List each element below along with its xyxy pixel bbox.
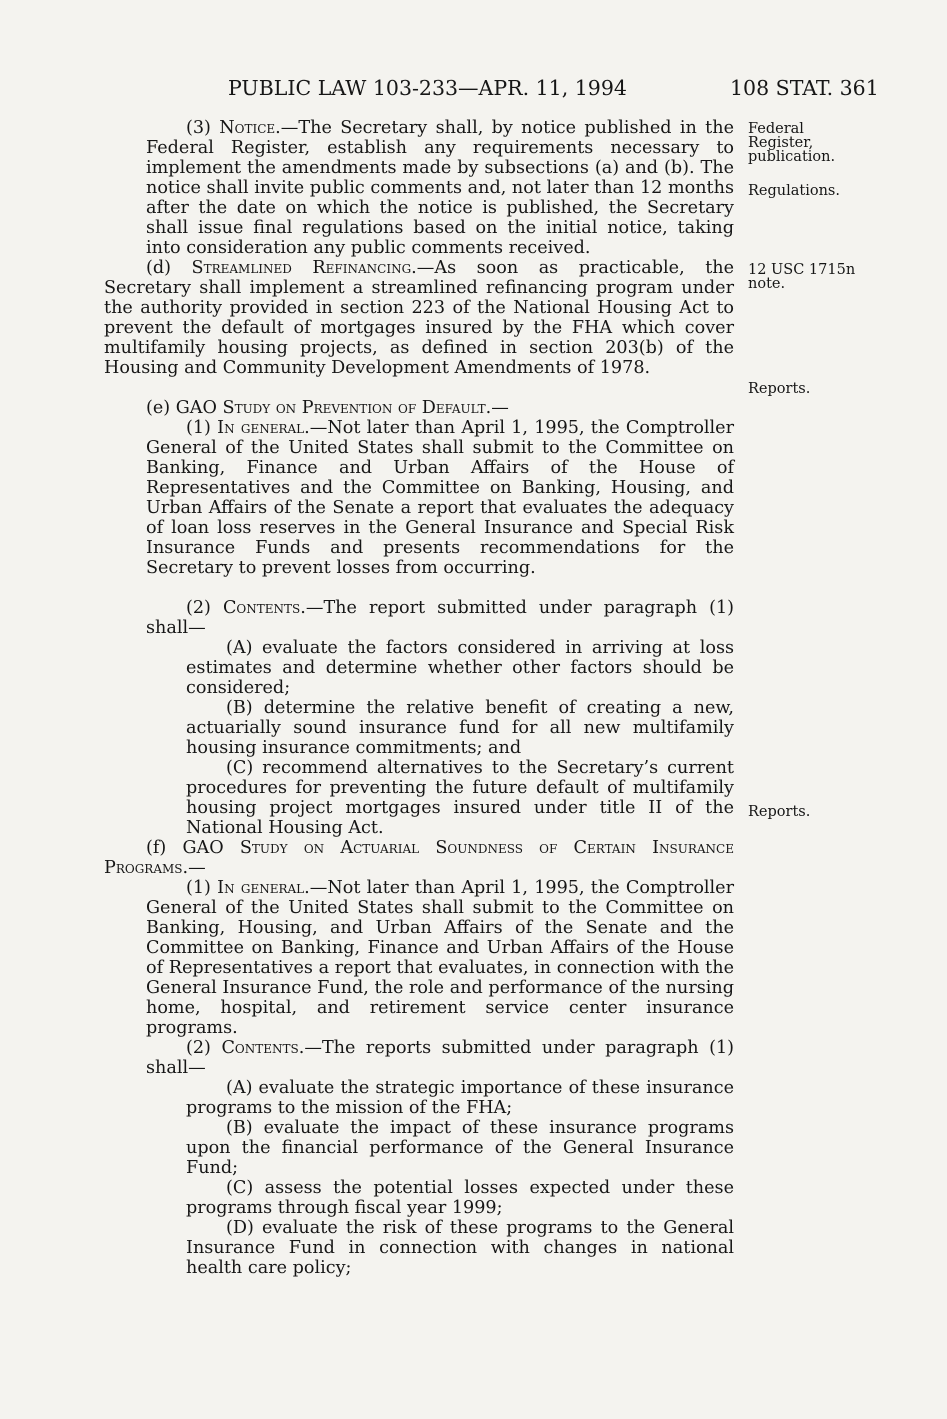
margin-note-usc: 12 USC 1715n note.	[748, 262, 856, 292]
item-f2-C: (C) assess the potential losses expected under these programs through fiscal year 1999;	[186, 1178, 734, 1219]
paragraph-heading: Notice.	[219, 118, 281, 138]
item-f2-D: (D) evaluate the risk of these programs to the General Insurance Fund in connection with changes in national health care policy;	[186, 1218, 734, 1279]
subsection-heading: Streamlined Refinancing.	[191, 258, 417, 278]
item-e2-B: (B) determine the relative benefit of creating a new, actuarially sound insurance fund for all new multifamily housing insurance commitments; and	[186, 698, 734, 759]
page-header	[0, 76, 947, 106]
subsection-e-heading: (e) GAO Study on Prevention of Default.—	[146, 398, 509, 418]
statute-citation: 108 STAT. 361	[730, 76, 879, 100]
item-e2-C: (C) recommend alternatives to the Secretary’s current procedures for preventing the future default of multifamily housing project mortgages insured under title II of the National Housing Act.	[186, 758, 734, 839]
paragraph-f1-in-general: (1) In general.—Not later than April 1, 1995, the Comptroller General of the United States shall submit to the Committee on Banking, Housing, and Urban Affairs of the Senate and the Committee on Banking, Finance and Urban Affairs of the House of Representatives a report that evaluates, in connection with the General Insurance Fund, the role and performance of the nursing home, hospital, and retirement service center insurance programs.	[146, 878, 735, 1039]
paragraph-e1-in-general: (1) In general.—Not later than April 1, 1995, the Comptroller General of the United States shall submit to the Committee on Banking, Finance and Urban Affairs of the House of Representatives and the Committee on Banking, Housing, and Urban Affairs of the Senate a report that evaluates the adequacy of loan loss reserves in the General Insurance and Special Risk Insurance Funds and presents recommendations for the Secretary to prevent losses from occurring.	[146, 418, 735, 579]
item-e2-A: (A) evaluate the factors considered in arriving at loss estimates and determine whether other factors should be considered;	[186, 638, 734, 699]
margin-note-federal-register: Federal Register, publication.	[748, 121, 836, 165]
paragraph-3-notice: (3) Notice.—The Secretary shall, by notice published in the Federal Register, establish any requirements necessary to implement the amendments made by subsections (a) and (b). The notice shall invite public comments and, not later than 12 months after the date on which the notice is published, the Secretary shall issue final regulations based on the initial notice, taking into consideration any public comments received.	[146, 118, 734, 259]
paragraph-f2-contents: (2) Contents.—The reports submitted under paragraph (1) shall—	[146, 1038, 735, 1079]
paragraph-e2-contents: (2) Contents.—The report submitted under paragraph (1) shall—	[146, 598, 735, 639]
margin-note-reports-e: Reports.	[748, 381, 811, 397]
subsection-f-heading: (f) GAO Study on Actuarial Soundness of Certain Insurance Programs.—	[104, 838, 734, 879]
margin-note-reports-f: Reports.	[748, 804, 811, 820]
subsection-d-streamlined-refinancing: (d) Streamlined Refinancing.—As soon as practicable, the Secretary shall implement a streamlined refinancing program under the authority provided in section 223 of the National Housing Act to prevent the default of mortgages insured by the FHA which cover multifamily housing projects, as defined in section 203(b) of the Housing and Community Development Amendments of 1978.	[104, 258, 735, 379]
law-citation: PUBLIC LAW 103-233—APR. 11, 1994	[228, 76, 627, 100]
body-text	[104, 118, 734, 1278]
item-f2-A: (A) evaluate the strategic importance of these insurance programs to the mission of the FHA;	[186, 1078, 734, 1119]
margin-note-regulations: Regulations.	[748, 183, 840, 199]
item-f2-B: (B) evaluate the impact of these insurance programs upon the financial performance of the General Insurance Fund;	[186, 1118, 734, 1179]
